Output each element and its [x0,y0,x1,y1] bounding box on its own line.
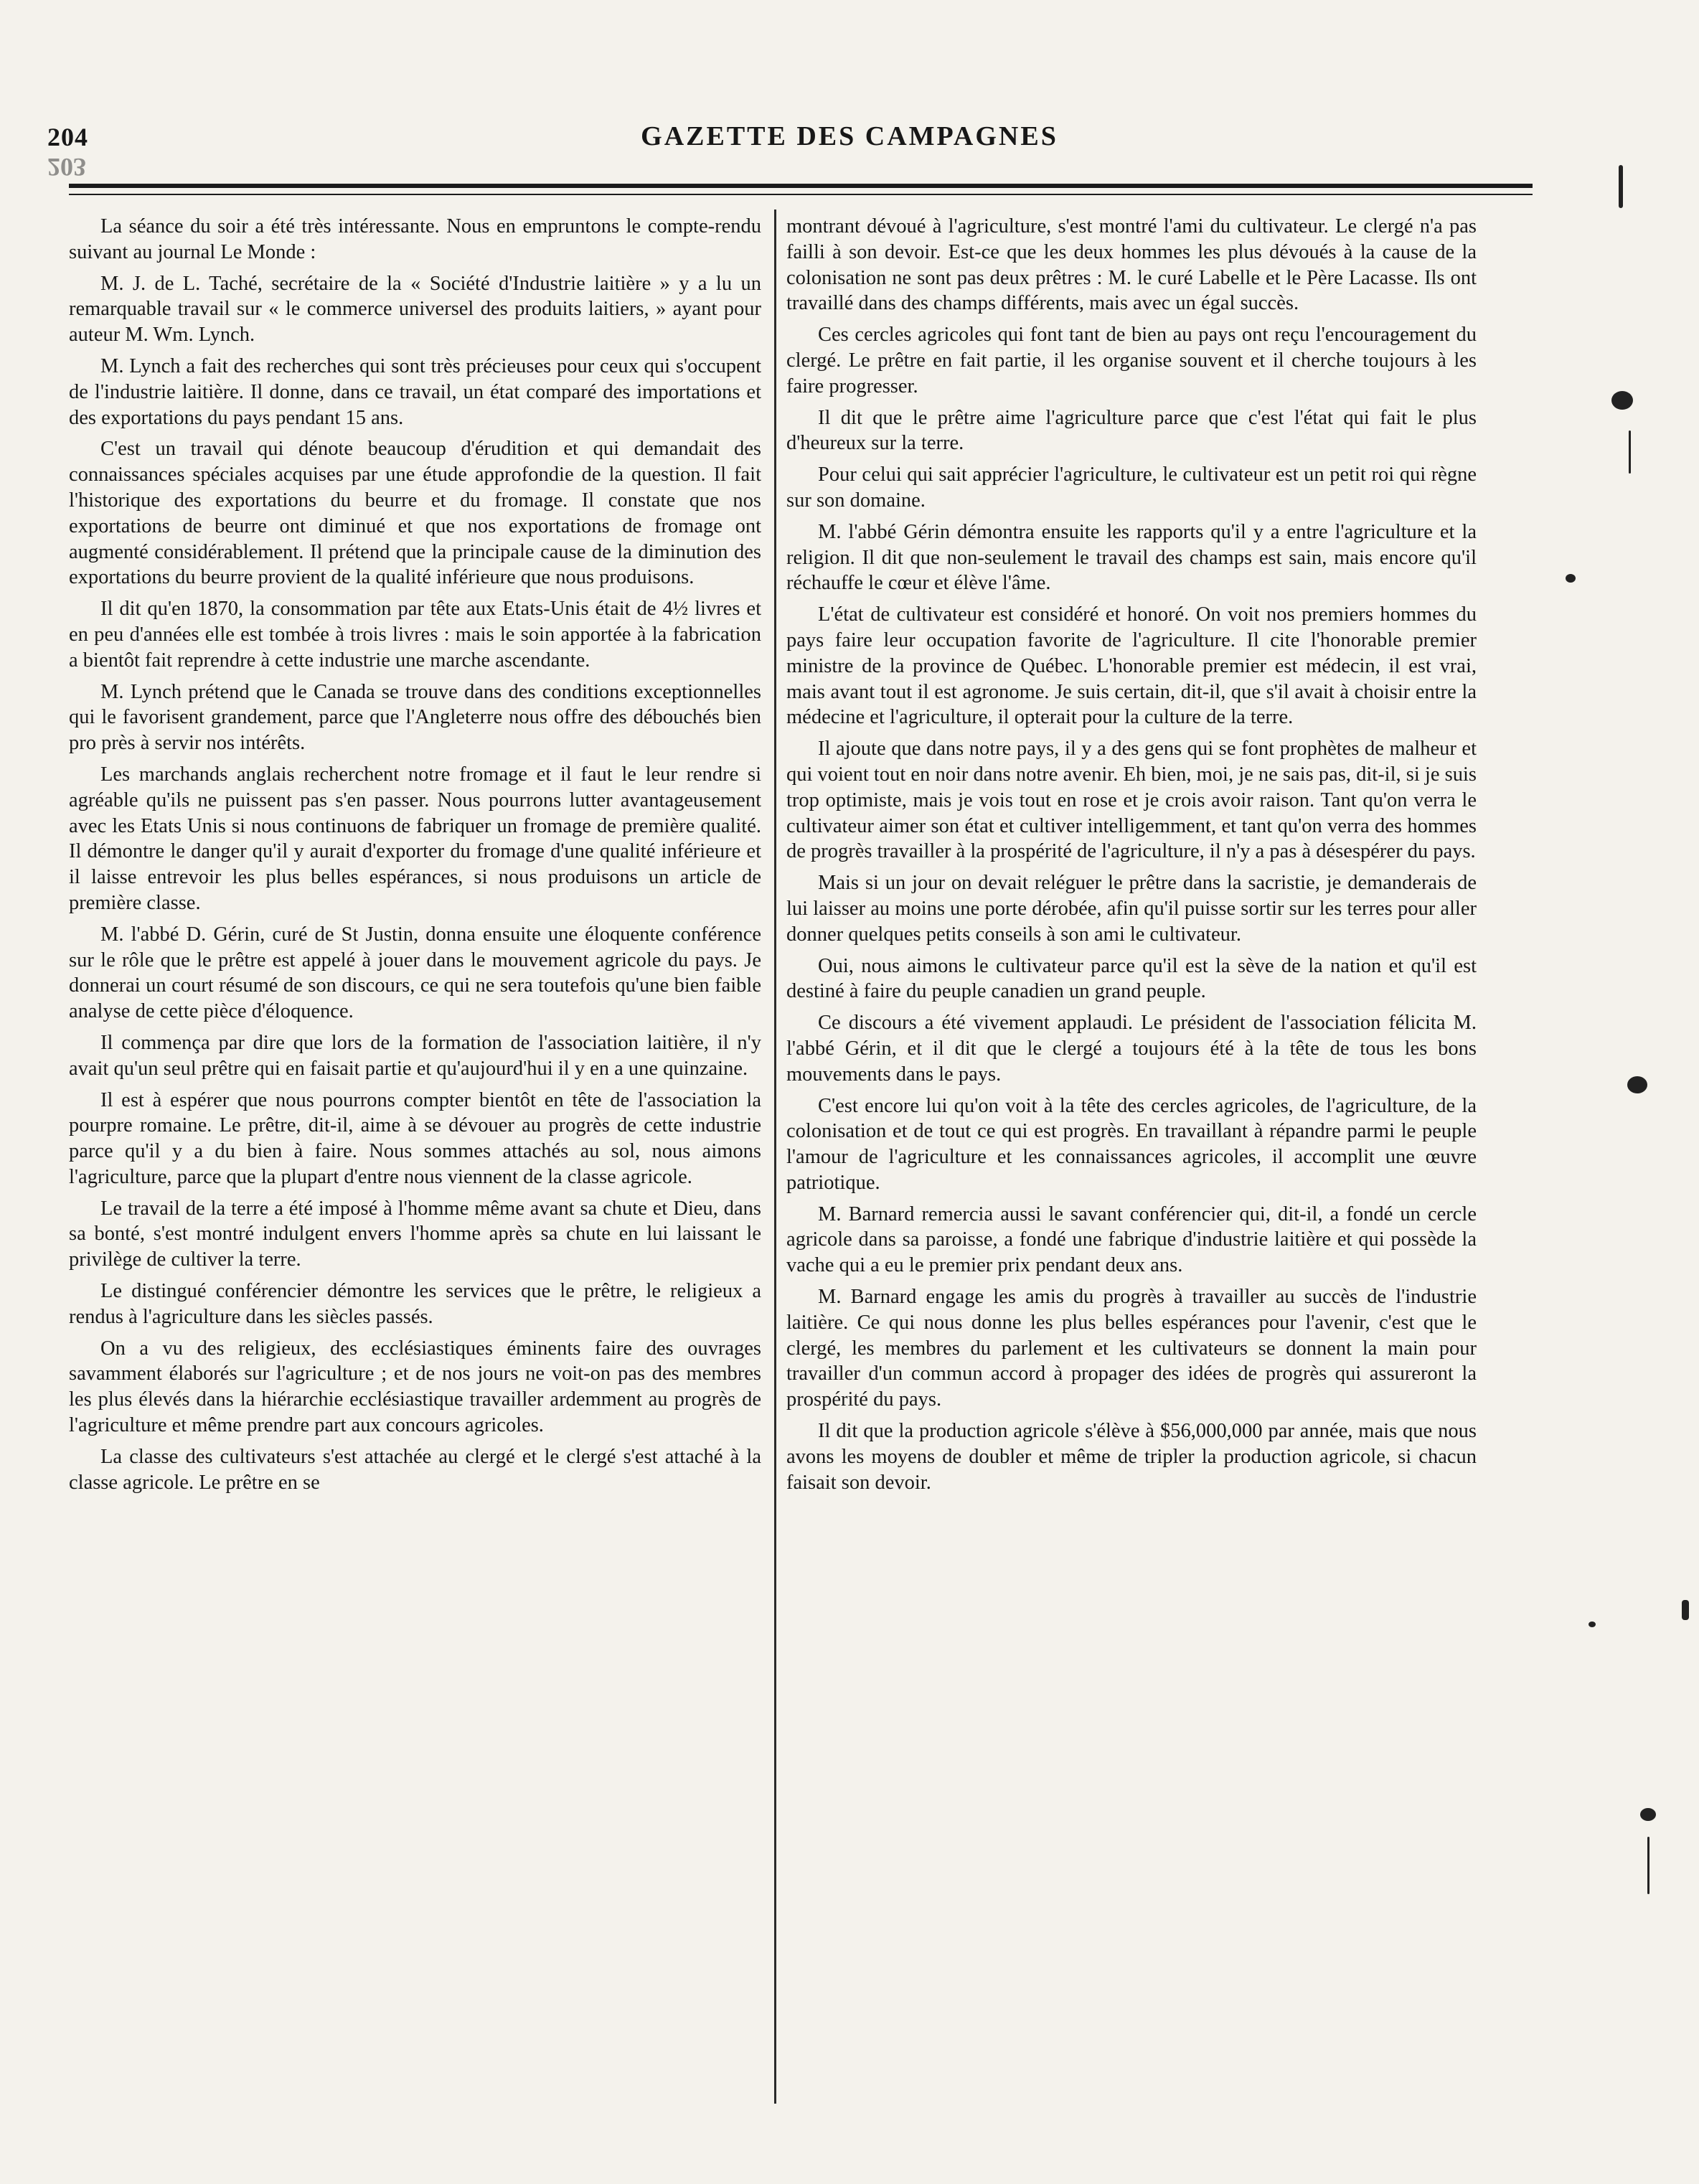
paragraph: M. Lynch prétend que le Canada se trouve dans des conditions exceptionnelles qui le favorisent grandement, parce que l'Angleterre nous offre des débouchés bien pro près à servir nos intérêts. [69,680,761,755]
page-number: 204 [47,123,88,151]
paragraph: M. Barnard remercia aussi le savant conférencier qui, dit-il, a fondé un cercle agricole dans sa paroisse, a fondé une fabrique d'industrie laitière et qui possède la vache qui a eu le premier prix pendant deux ans. [786,1202,1477,1277]
page-number-bleedthrough: 203 [47,153,86,182]
paragraph: Le distingué conférencier démontre les services que le prêtre, le religieux a rendus à l'agriculture dans les siècles passés. [69,1280,761,1328]
paragraph: On a vu des religieux, des ecclésiastiques éminents faire des ouvrages savamment élaborés sur l'agriculture ; et de nos jours ne voit-on pas des membres les plus élevés dans la hiérarchie ecclésiastique travailler ardemment au progrès de l'agriculture et même prendre part aux concours agricoles. [69,1337,761,1437]
paragraph: Il dit qu'en 1870, la consommation par tête aux Etats-Unis était de 4½ livres et en peu d'années elle est tombée à trois livres : mais le soin apportée à la fabrication a bientôt fait reprendre à cette industrie une marche ascendante. [69,598,761,672]
paragraph: M. Barnard engage les amis du progrès à travailler au succès de l'industrie laitière. Ce qui nous donne les plus belles espérances pour l'avenir, c'est que le clergé, les membres du parlement et les cultivateurs se donnent la main pour travailler d'un commun accord à propager des idées de progrès qui assureront la prospérité du pays. [786,1286,1477,1411]
paragraph: M. l'abbé D. Gérin, curé de St Justin, donna ensuite une éloquente conférence sur le rôle que le prêtre est appelé à jouer dans le mouvement agricole du pays. Je donnerai un court résumé de son discours, ce qui ne sera toutefois qu'une bien faible analyse de cette pièce d'éloquence. [69,923,761,1023]
ink-speck [1682,1600,1689,1620]
paragraph: L'état de cultivateur est considéré et honoré. On voit nos premiers hommes du pays faire leur occupation favorite de l'agriculture. Il cite l'honorable premier ministre de la province de Québec. L'honorable premier est médecin, il est vrai, mais avant tout il est agronome. Je suis certain, dit-il, que s'il avait à choisir entre la médecine et l'agriculture, il opterait pour la culture de la terre. [786,603,1477,729]
paragraph: Oui, nous aimons le cultivateur parce qu'il est la sève de la nation et qu'il est destiné à faire du peuple canadien un grand peuple. [786,954,1477,1003]
paragraph: Le travail de la terre a été imposé à l'homme même avant sa chute et Dieu, dans sa bonté, s'est montré indulgent envers l'homme après sa chute en lui laissant le privilège de cultiver la terre. [69,1197,761,1271]
left-column [69,214,761,1501]
paragraph: Ces cercles agricoles qui font tant de bien au pays ont reçu l'encouragement du clergé. Le prêtre en fait partie, il les organise souvent et il cherche toujours à les faire progresser. [786,324,1477,397]
paragraph-continued: montrant dévoué à l'agriculture, s'est montré l'ami du cultivateur. Le clergé n'a pas failli à son devoir. Est-ce que les deux hommes les plus dévoués à la cause de la colonisation ne sont pas deux prêtres : M. le curé Labelle et le Père Lacasse. Ils ont travaillé dans des champs différents, mais avec un égal succès. [786,215,1477,315]
ink-speck [1611,391,1633,410]
ink-speck [1629,430,1631,474]
header-rule-thick [69,184,1533,188]
paragraph: Il dit que le prêtre aime l'agriculture parce que c'est l'état qui fait le plus d'heureux sur la terre. [786,406,1477,455]
ink-speck [1647,1837,1649,1894]
paragraph: Il dit que la production agricole s'élève à $56,000,000 par année, mais que nous avons les moyens de doubler et même de tripler la production agricole, si chacun faisait son devoir. [786,1420,1477,1494]
header-rule-thin [69,194,1533,195]
masthead-title: GAZETTE DES CAMPAGNES [641,121,1058,151]
paragraph: Mais si un jour on devait reléguer le prêtre dans la sacristie, je demanderais de lui laisser au moins une porte dérobée, afin qu'il puisse sortir sur les terres pour aller donner quelques petits conseils à son ami le cultivateur. [786,872,1477,946]
paragraph: Il est à espérer que nous pourrons compter bientôt en tête de l'association la pourpre romaine. Le prêtre, dit-il, aime à se dévouer au progrès de cette industrie parce qu'il y a du bien à faire. Nous sommes attachés au sol, nous aimons l'agriculture, parce que la plupart d'entre nous viennent de la classe agricole. [69,1088,761,1188]
ink-speck [1619,165,1623,208]
paragraph: C'est un travail qui dénote beaucoup d'érudition et qui demandait des connaissances spéciales acquises par une étude approfondie de la question. Il fait l'historique des exportations du beurre et du fromage. Il constate que nos exportations de beurre ont diminué et que nos exportations de fromage ont augmenté considérablement. Il prétend que la principale cause de la diminution des exportations du beurre provient de la qualité inférieure que nous produisons. [69,438,761,589]
paragraph: M. J. de L. Taché, secrétaire de la « Société d'Industrie laitière » y a lu un remarquable travail sur « le commerce universel des produits laitiers, » ayant pour auteur M. Wm. Lynch. [69,272,761,347]
paragraph: M. Lynch a fait des recherches qui sont très précieuses pour ceux qui s'occupent de l'industrie laitière. Il donne, dans ce travail, un état comparé des importations et des exportations du pays pendant 15 ans. [69,354,761,429]
ink-speck [1566,574,1576,583]
paragraph: Il commença par dire que lors de la formation de l'association laitière, il n'y avait qu'un seul prêtre qui en faisait partie et qu'aujourd'hui il y en a une quinzaine. [69,1031,761,1080]
ink-speck [1640,1808,1656,1821]
paragraph: Les marchands anglais recherchent notre fromage et il faut le leur rendre si agréable qu'ils ne puissent pas s'en passer. Nous pourrons lutter avantageusement avec les Etats Unis si nous continuons de fabriquer un fromage de première qualité. Il démontre le danger qu'il y aurait d'exporter du fromage d'une qualité inférieure et il laisse entrevoir les plus belles espérances, si nous produisons un article de première classe. [69,763,761,914]
paragraph: C'est encore lui qu'on voit à la tête des cercles agricoles, de l'agriculture, de la colonisation et de tout ce qui est progrès. En travaillant à répandre parmi le peuple l'amour de l'agriculture et les connaissances agricoles, il accomplit une œuvre patriotique. [786,1094,1477,1194]
paragraph: Ce discours a été vivement applaudi. Le président de l'association félicita M. l'abbé Gérin, et il dit que le clergé a toujours été à la tête de tous les bons mouvements dans le pays. [786,1012,1477,1086]
paragraph: La séance du soir a été très intéressante. Nous en empruntons le compte-rendu suivant au journal Le Monde : [69,215,761,263]
right-column [786,214,1477,1501]
ink-speck [1627,1076,1647,1093]
paragraph: M. l'abbé Gérin démontra ensuite les rapports qu'il y a entre l'agriculture et la religion. Il dit que non-seulement le travail des champs est sain, mais encore qu'il réchauffe le cœur et élève l'âme. [786,520,1477,595]
column-divider [774,210,776,2104]
paragraph: Pour celui qui sait apprécier l'agriculture, le cultivateur est un petit roi qui règne sur son domaine. [786,463,1477,512]
paragraph: Il ajoute que dans notre pays, il y a des gens qui se font prophètes de malheur et qui voient tout en noir dans notre avenir. Eh bien, moi, je ne sais pas, dit-il, si je suis trop optimiste, mais je vois tout en rose et je crois avoir raison. Tant qu'on verra le cultivateur aimer son état et cultiver intelligemment, et tant qu'on verra des hommes de progrès travailler à la prospérité de l'agriculture, il n'y a pas à désespérer du pays. [786,738,1477,863]
paragraph: La classe des cultivateurs s'est attachée au clergé et le clergé s'est attaché à la classe agricole. Le prêtre en se [69,1445,761,1494]
ink-speck [1589,1621,1596,1627]
